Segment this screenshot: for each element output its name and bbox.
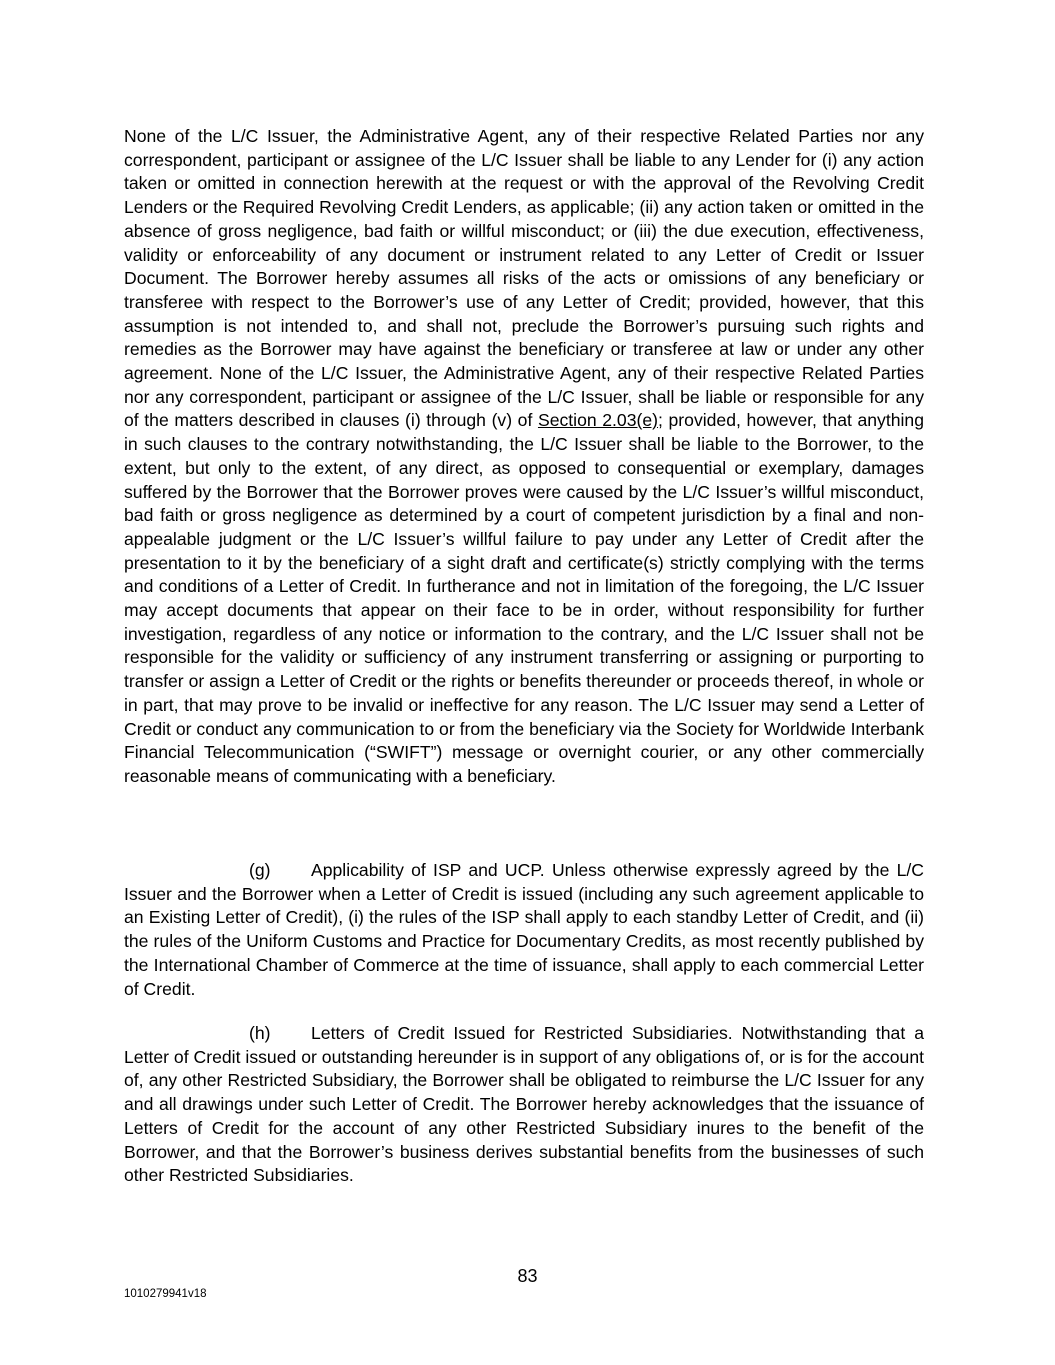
paragraph-g-enumerator: (g) <box>249 860 271 880</box>
paragraph-h-restricted-subsidiaries <box>124 1022 924 1188</box>
paragraph-g-text: Unless otherwise expressly agreed by the L/C Issuer and the Borrower when a Letter of Credit is issued (including any such agreement applicable to an Existing Letter of Credit), (i) the rules of the ISP shall apply to each standby Letter of Credit, and (ii) the rules of the Uniform Customs and Practice for Documentary Credits, as most recently published by the International Chamber of Commerce at the time of issuance, shall apply to each commercial Letter of Credit. <box>124 860 924 999</box>
paragraph-g-isp-ucp <box>124 859 924 1001</box>
paragraph-lc-issuer-liability <box>124 125 924 789</box>
paragraph-g-heading: Applicability of ISP and UCP. <box>311 860 545 880</box>
paragraph-h-text: Notwithstanding that a Letter of Credit issued or outstanding hereunder is in support of any obligations of, or is for the account of, any other Restricted Subsidiary, the Borrower shall be obligated to reimburse the L/C Issuer for any and all drawings under such Letter of Credit. The Borrower hereby acknowledges that the issuance of Letters of Credit for the account of any other Restricted Subsidiary inures to the benefit of the Borrower, and that the Borrower’s business derives substantial benefits from the businesses of such other Restricted Subsidiaries. <box>124 1023 924 1186</box>
section-reference-2-03-e: Section 2.03(e) <box>537 410 659 431</box>
paragraph-text-after-ref: ; provided, however, that anything in such clauses to the contrary notwithstanding, the L/C Issuer shall be liable to the Borrower, to the extent, but only to the extent, of any direct, as opposed to consequential or exemplary, damages suffered by the Borrower that the Borrower proves were caused by the L/C Issuer’s willful misconduct, bad faith or gross negligence as determined by a court of competent jurisdiction by a final and non-appealable judgment or the L/C Issuer’s willful failure to pay under any Letter of Credit after the presentation to it by the beneficiary of a sight draft and certificate(s) strictly complying with the terms and conditions of a Letter of Credit. In furtherance and not in limitation of the foregoing, the L/C Issuer may accept documents that appear on their face to be in order, without responsibility for further investigation, regardless of any notice or information to the contrary, and the L/C Issuer shall not be responsible for the validity or sufficiency of any instrument transferring or assigning or purporting to transfer or assign a Letter of Credit or the rights or benefits thereunder or proceeds thereof, in whole or in part, that may prove to be invalid or ineffective for any reason. The L/C Issuer may send a Letter of Credit or conduct any communication to or from the beneficiary via the Society for Worldwide Interbank Financial Telecommunication (“SWIFT”) message or overnight courier, or any other commercially reasonable means of communicating with a beneficiary. <box>124 410 924 786</box>
document-id: 1010279941v18 <box>124 1288 207 1300</box>
paragraph-h-heading: Letters of Credit Issued for Restricted Subsidiaries. <box>311 1023 733 1043</box>
page-number: 83 <box>517 1266 538 1286</box>
paragraph-h-enumerator: (h) <box>249 1023 271 1043</box>
paragraph-text-before-ref: None of the L/C Issuer, the Administrative Agent, any of their respective Related Parties nor any correspondent, participant or assignee of the L/C Issuer shall be liable to any Lender for (i) any action taken or omitted in connection herewith at the request or with the approval of the Revolving Credit Lenders or the Required Revolving Credit Lenders, as applicable; (ii) any action taken or omitted in the absence of gross negligence, bad faith or willful misconduct; or (iii) the due execution, effectiveness, validity or enforceability of any document or instrument related to any Letter of Credit or Issuer Document. The Borrower hereby assumes all risks of the acts or omissions of any beneficiary or transferee with respect to the Borrower’s use of any Letter of Credit; provided, however, that this assumption is not intended to, and shall not, preclude the Borrower’s pursuing such rights and remedies as the Borrower may have against the beneficiary or transferee at law or under any other agreement. None of the L/C Issuer, the Administrative Agent, any of their respective Related Parties nor any correspondent, participant or assignee of the L/C Issuer, shall be liable or responsible for any of the matters described in clauses (i) through (v) of <box>124 126 924 431</box>
